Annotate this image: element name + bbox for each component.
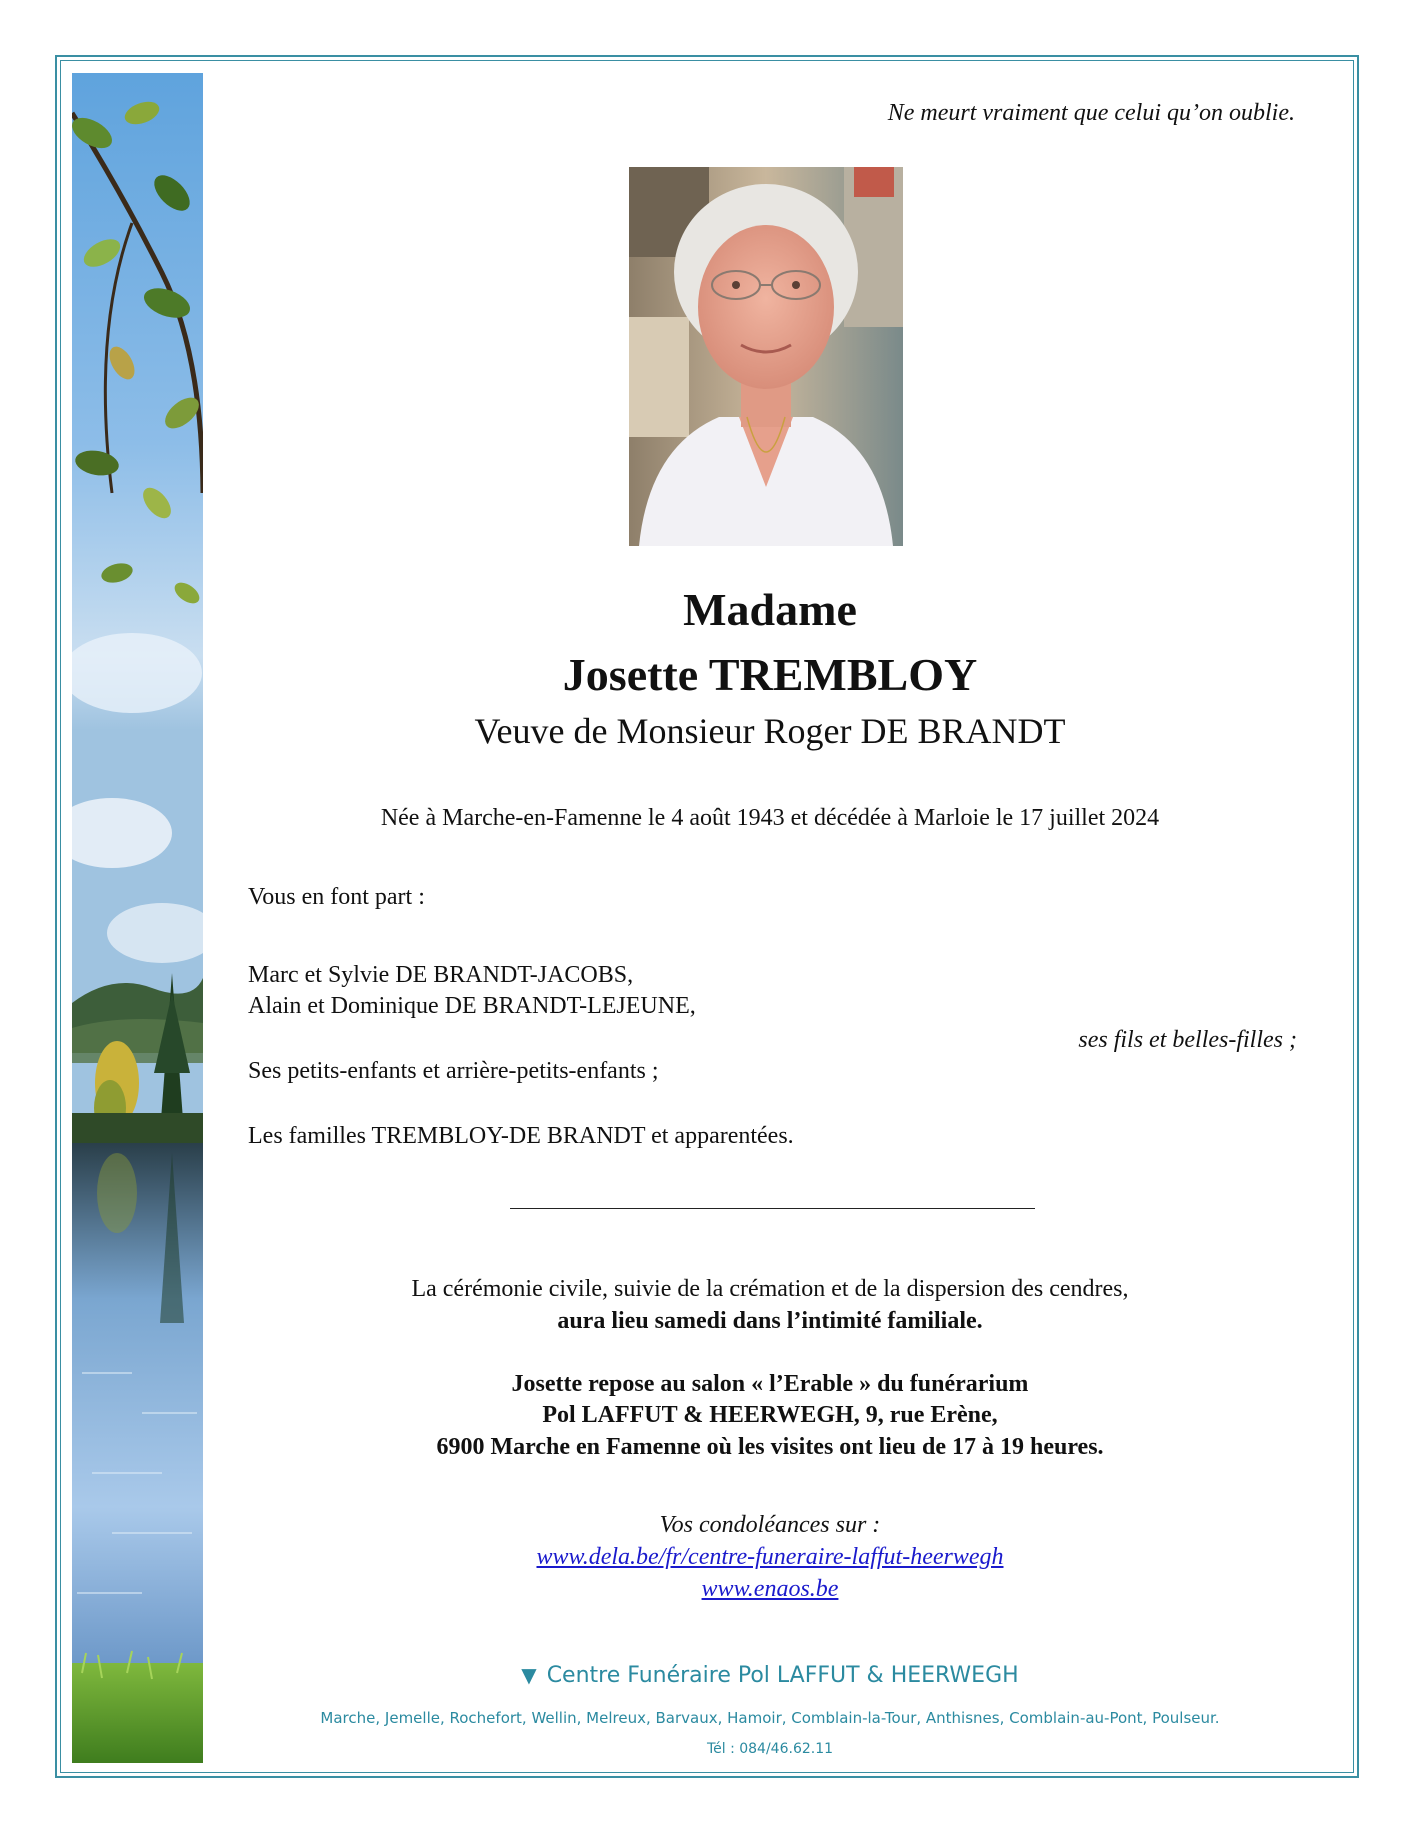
portrait-photo xyxy=(629,167,903,546)
condolences-link-enaos[interactable]: www.enaos.be xyxy=(701,1576,839,1602)
footer-company xyxy=(260,1663,1280,1688)
rest-line-1: Josette repose au salon « l’Erable » du funérarium xyxy=(511,1371,1029,1397)
rest-line-2: Pol LAFFUT & HEERWEGH, 9, rue Erène, xyxy=(542,1402,998,1428)
family-line-1: Marc et Sylvie DE BRANDT-JACOBS, xyxy=(248,962,634,988)
ceremony-line-1: La cérémonie civile, suivie de la crémation et de la dispersion des cendres, xyxy=(411,1276,1129,1302)
title-madame: Madame xyxy=(683,584,857,635)
grandchildren-line: Ses petits-enfants et arrière-petits-enfants ; xyxy=(248,1058,659,1084)
birth-death-line: Née à Marche-en-Famenne le 4 août 1943 et décédée à Marloie le 17 juillet 2024 xyxy=(380,805,1160,831)
announce-intro: Vous en font part : xyxy=(248,884,425,910)
footer-company-name: Centre Funéraire Pol LAFFUT & HEERWEGH xyxy=(546,1663,1019,1688)
ceremony-line-2: aura lieu samedi dans l’intimité familiale. xyxy=(557,1308,983,1334)
deceased-name: Josette TREMBLOY xyxy=(562,649,978,700)
footer-telephone: Tél : 084/46.62.11 xyxy=(706,1741,834,1757)
rest-line-3: 6900 Marche en Famenne où les visites ont lieu de 17 à 19 heures. xyxy=(436,1434,1104,1460)
condolences-label: Vos condoléances sur : xyxy=(659,1512,881,1538)
family-line-2: Alain et Dominique DE BRANDT-LEJEUNE, xyxy=(248,993,696,1019)
condolences-link-dela[interactable]: www.dela.be/fr/centre-funeraire-laffut-heerwegh xyxy=(536,1544,1004,1570)
widow-line: Veuve de Monsieur Roger DE BRANDT xyxy=(474,711,1066,751)
footer-places: Marche, Jemelle, Rochefort, Wellin, Melreux, Barvaux, Hamoir, Comblain-la-Tour, Anthisnes, Comblain-au-Pont, Poulseur. xyxy=(320,1709,1220,1727)
family-relation: ses fils et belles-filles ; xyxy=(1078,1027,1297,1053)
epigraph: Ne meurt vraiment que celui qu’on oublie. xyxy=(887,100,1295,126)
families-line: Les familles TREMBLOY-DE BRANDT et apparentées. xyxy=(248,1123,794,1149)
nature-strip-image xyxy=(72,73,203,1763)
triangle-down-icon: ▼ xyxy=(521,1663,537,1687)
separator-line xyxy=(510,1208,1035,1209)
